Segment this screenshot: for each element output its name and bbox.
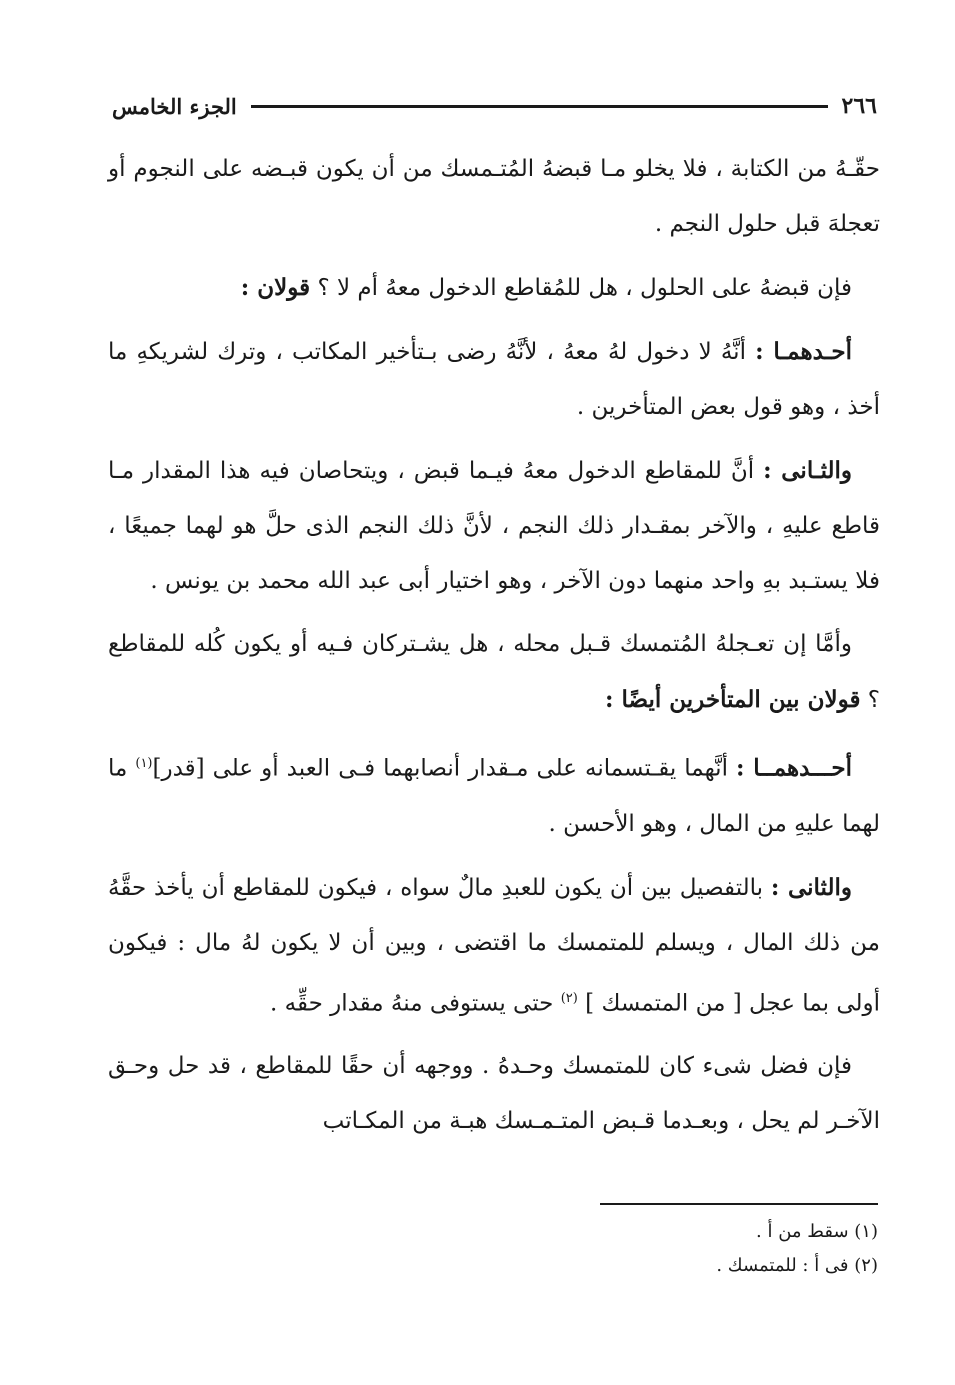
paragraph-lead: أحـدهمـا : bbox=[755, 338, 852, 365]
footnotes bbox=[500, 1215, 878, 1283]
paragraph-text-after: حتى يستوفى منهُ مقدار حقِّه . bbox=[269, 990, 561, 1017]
paragraph-text: بالتفصيل بين أن يكون للعبدِ مالٌ سواه ، فيكون للمقاطع أن يأخذ حقَّهُ من ذلك المال ، ويسلم للمتمسك ما اقتضى ، وبين أن لا يكون لهُ مال : فيكون أولى بما عجل [ من المتمسك ] bbox=[108, 874, 880, 1017]
paragraph-text: أنَّ للمقاطع الدخول معهُ فيـما قبض ، ويتحاصان فيه هذا المقدار مـا قاطع عليهِ ، والآخر بمقـدار ذلك النجم ، لأنَّ ذلك النجم الذى حلَّ هو لهما جميعًا ، فلا يستـبد بهِ واحد منهما دون الآخر ، وهو اختيار أبى عبد الله محمد بن يونس . bbox=[108, 458, 880, 594]
main-text bbox=[108, 142, 880, 1157]
paragraph-text: فإن قبضهُ على الحلول ، هل للمُقاطع الدخول معهُ أم لا ؟ bbox=[310, 275, 852, 301]
paragraph bbox=[108, 324, 880, 435]
paragraph bbox=[108, 860, 880, 1032]
page-header bbox=[112, 86, 877, 126]
paragraph bbox=[108, 260, 880, 316]
paragraph-trail-bold: قولان بين المتأخرين أيضًا : bbox=[605, 686, 861, 713]
paragraph-trail-bold: قولان : bbox=[240, 274, 311, 301]
paragraph-text: وأمَّا إن تعـجلهُ المُتمسك قـبل محله ، هل يشـتركان فـيه أو يكون كُله للمقاطع ؟ bbox=[108, 631, 880, 713]
footnote-divider bbox=[600, 1203, 878, 1205]
paragraph-text: أنَّهما يقـتسمانه على مـقدار أنصابهما فـى العبد أو على [قدر] bbox=[152, 755, 736, 782]
running-title: الجزء الخامس bbox=[112, 93, 237, 119]
paragraph bbox=[108, 1039, 880, 1149]
paragraph-lead: والثـانى : bbox=[763, 457, 853, 484]
paragraph-text: حقّـهُ من الكتابة ، فلا يخلو مـا قبضهُ المُتـمسك من أن يكون قبـضه على النجوم أو تعجلهَ قبل حلول النجم . bbox=[108, 156, 880, 237]
paragraph bbox=[108, 736, 880, 852]
paragraph-text: فإن فضل شىء كان للمتمسك وحـدهُ . ووجهه أن حقًا للمقاطع ، قد حل وحـق الآخـر لم يحل ، وبعـدما قـبض المتـمـسك هبـة من المكـاتب bbox=[108, 1053, 880, 1135]
page-number: ٢٦٦ bbox=[841, 93, 877, 119]
paragraph-text: أنَّهُ لا دخول لهُ معهُ ، لأنَّهُ رضى بـتأخير المكاتب ، وترك لشريكهِ ما أخذ ، وهو قول بعض المتأخرين . bbox=[108, 339, 880, 420]
header-rule bbox=[251, 105, 828, 108]
footnote-ref: (٢) bbox=[560, 990, 578, 1006]
footnote: (٢) فى أ : للمتمسك . bbox=[716, 1255, 878, 1276]
footnote: (١) سقط من أ . bbox=[756, 1221, 878, 1242]
paragraph bbox=[108, 617, 880, 728]
paragraph-text-after: ما لهما عليهِ من المال ، وهو الأحسن . bbox=[108, 755, 880, 837]
footnote-ref: (١) bbox=[135, 756, 153, 771]
paragraph-lead: والثانى : bbox=[770, 873, 852, 901]
paragraph bbox=[108, 142, 880, 252]
paragraph bbox=[108, 443, 880, 609]
paragraph-lead: أحـــدهمــا : bbox=[736, 754, 853, 782]
